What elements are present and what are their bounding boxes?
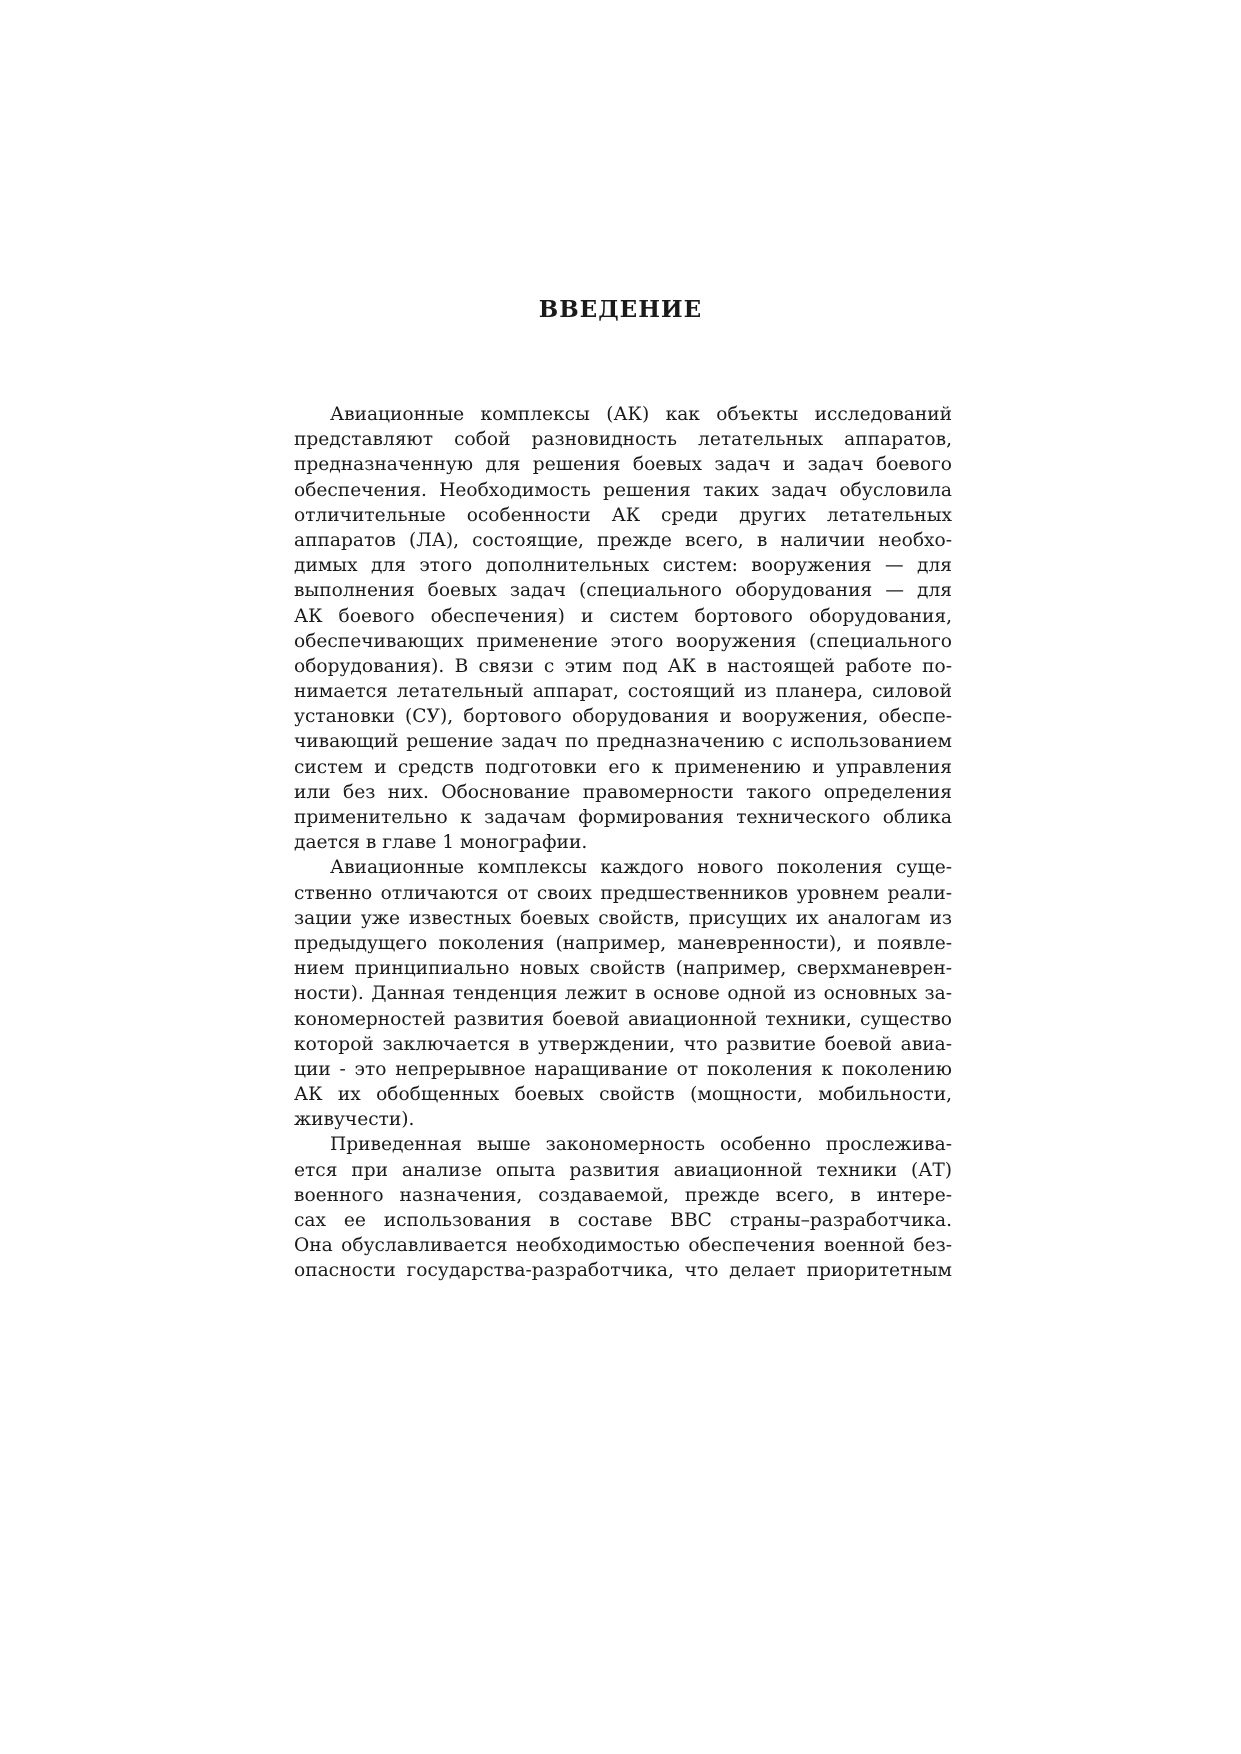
text-line: нием принципиально новых свойств (например, сверхманеврен- (294, 958, 952, 980)
text-line: выполнения боевых задач (специального оборудования — для (294, 580, 952, 602)
text-line: чивающий решение задач по предназначению с использованием (294, 731, 952, 753)
text-line: представляют собой разновидность летательных аппаратов, (294, 429, 952, 451)
text-line: оборудования). В связи с этим под АК в настоящей работе по- (294, 655, 952, 677)
text-line: которой заключается в утверждении, что развитие боевой авиа- (294, 1033, 952, 1055)
text-line: ется при анализе опыта развития авиационной техники (АТ) (294, 1159, 952, 1181)
text-line: предназначенную для решения боевых задач и задач боевого (294, 454, 952, 476)
text-line: нимается летательный аппарат, состоящий из планера, силовой (294, 681, 952, 703)
body-text (294, 402, 952, 1284)
text-line: обеспечения. Необходимость решения таких задач обусловила (294, 479, 952, 501)
text-line: Приведенная выше закономерность особенно прослежива- (330, 1134, 952, 1156)
text-line: дается в главе 1 монографии. (294, 832, 588, 854)
text-line: АК боевого обеспечения) и систем бортового оборудования, (294, 605, 952, 627)
text-line: предыдущего поколения (например, маневренности), и появле- (294, 932, 952, 954)
text-line: ности). Данная тенденция лежит в основе одной из основных за- (294, 983, 952, 1005)
text-line: Она обуславливается необходимостью обеспечения военной без- (294, 1235, 952, 1257)
text-line: кономерностей развития боевой авиационной техники, существо (294, 1008, 952, 1030)
text-line: АК их обобщенных боевых свойств (мощности, мобильности, (294, 1084, 952, 1106)
text-line: живучести). (294, 1109, 415, 1131)
text-line: аппаратов (ЛА), состоящие, прежде всего, в наличии необхо- (294, 529, 952, 551)
text-line: ственно отличаются от своих предшественников уровнем реали- (294, 882, 952, 904)
text-line: применительно к задачам формирования технического облика (294, 807, 952, 828)
text-line: опасности государства-разработчика, что делает приоритетным (294, 1260, 952, 1282)
text-line: димых для этого дополнительных систем: вооружения — для (294, 555, 952, 577)
text-line: ции - это непрерывное наращивание от поколения к поколению (294, 1058, 952, 1080)
text-line: сах ее использования в составе ВВС страны–разработчика. (294, 1210, 952, 1231)
text-line: систем и средств подготовки его к применению и управления (294, 756, 952, 778)
text-line: Авиационные комплексы каждого нового поколения суще- (330, 857, 952, 879)
page-title: ВВЕДЕНИЕ (538, 296, 703, 323)
text-line: зации уже известных боевых свойств, присущих их аналогам из (294, 907, 952, 929)
text-line: или без них. Обоснование правомерности такого определения (294, 781, 952, 803)
text-line: военного назначения, создаваемой, прежде всего, в интере- (294, 1184, 952, 1206)
text-line: отличительные особенности АК среди других летательных (294, 504, 952, 526)
text-line: установки (СУ), бортового оборудования и вооружения, обеспе- (294, 706, 952, 728)
text-line: обеспечивающих применение этого вооружения (специального (294, 630, 952, 652)
text-line: Авиационные комплексы (АК) как объекты исследований (330, 404, 952, 425)
